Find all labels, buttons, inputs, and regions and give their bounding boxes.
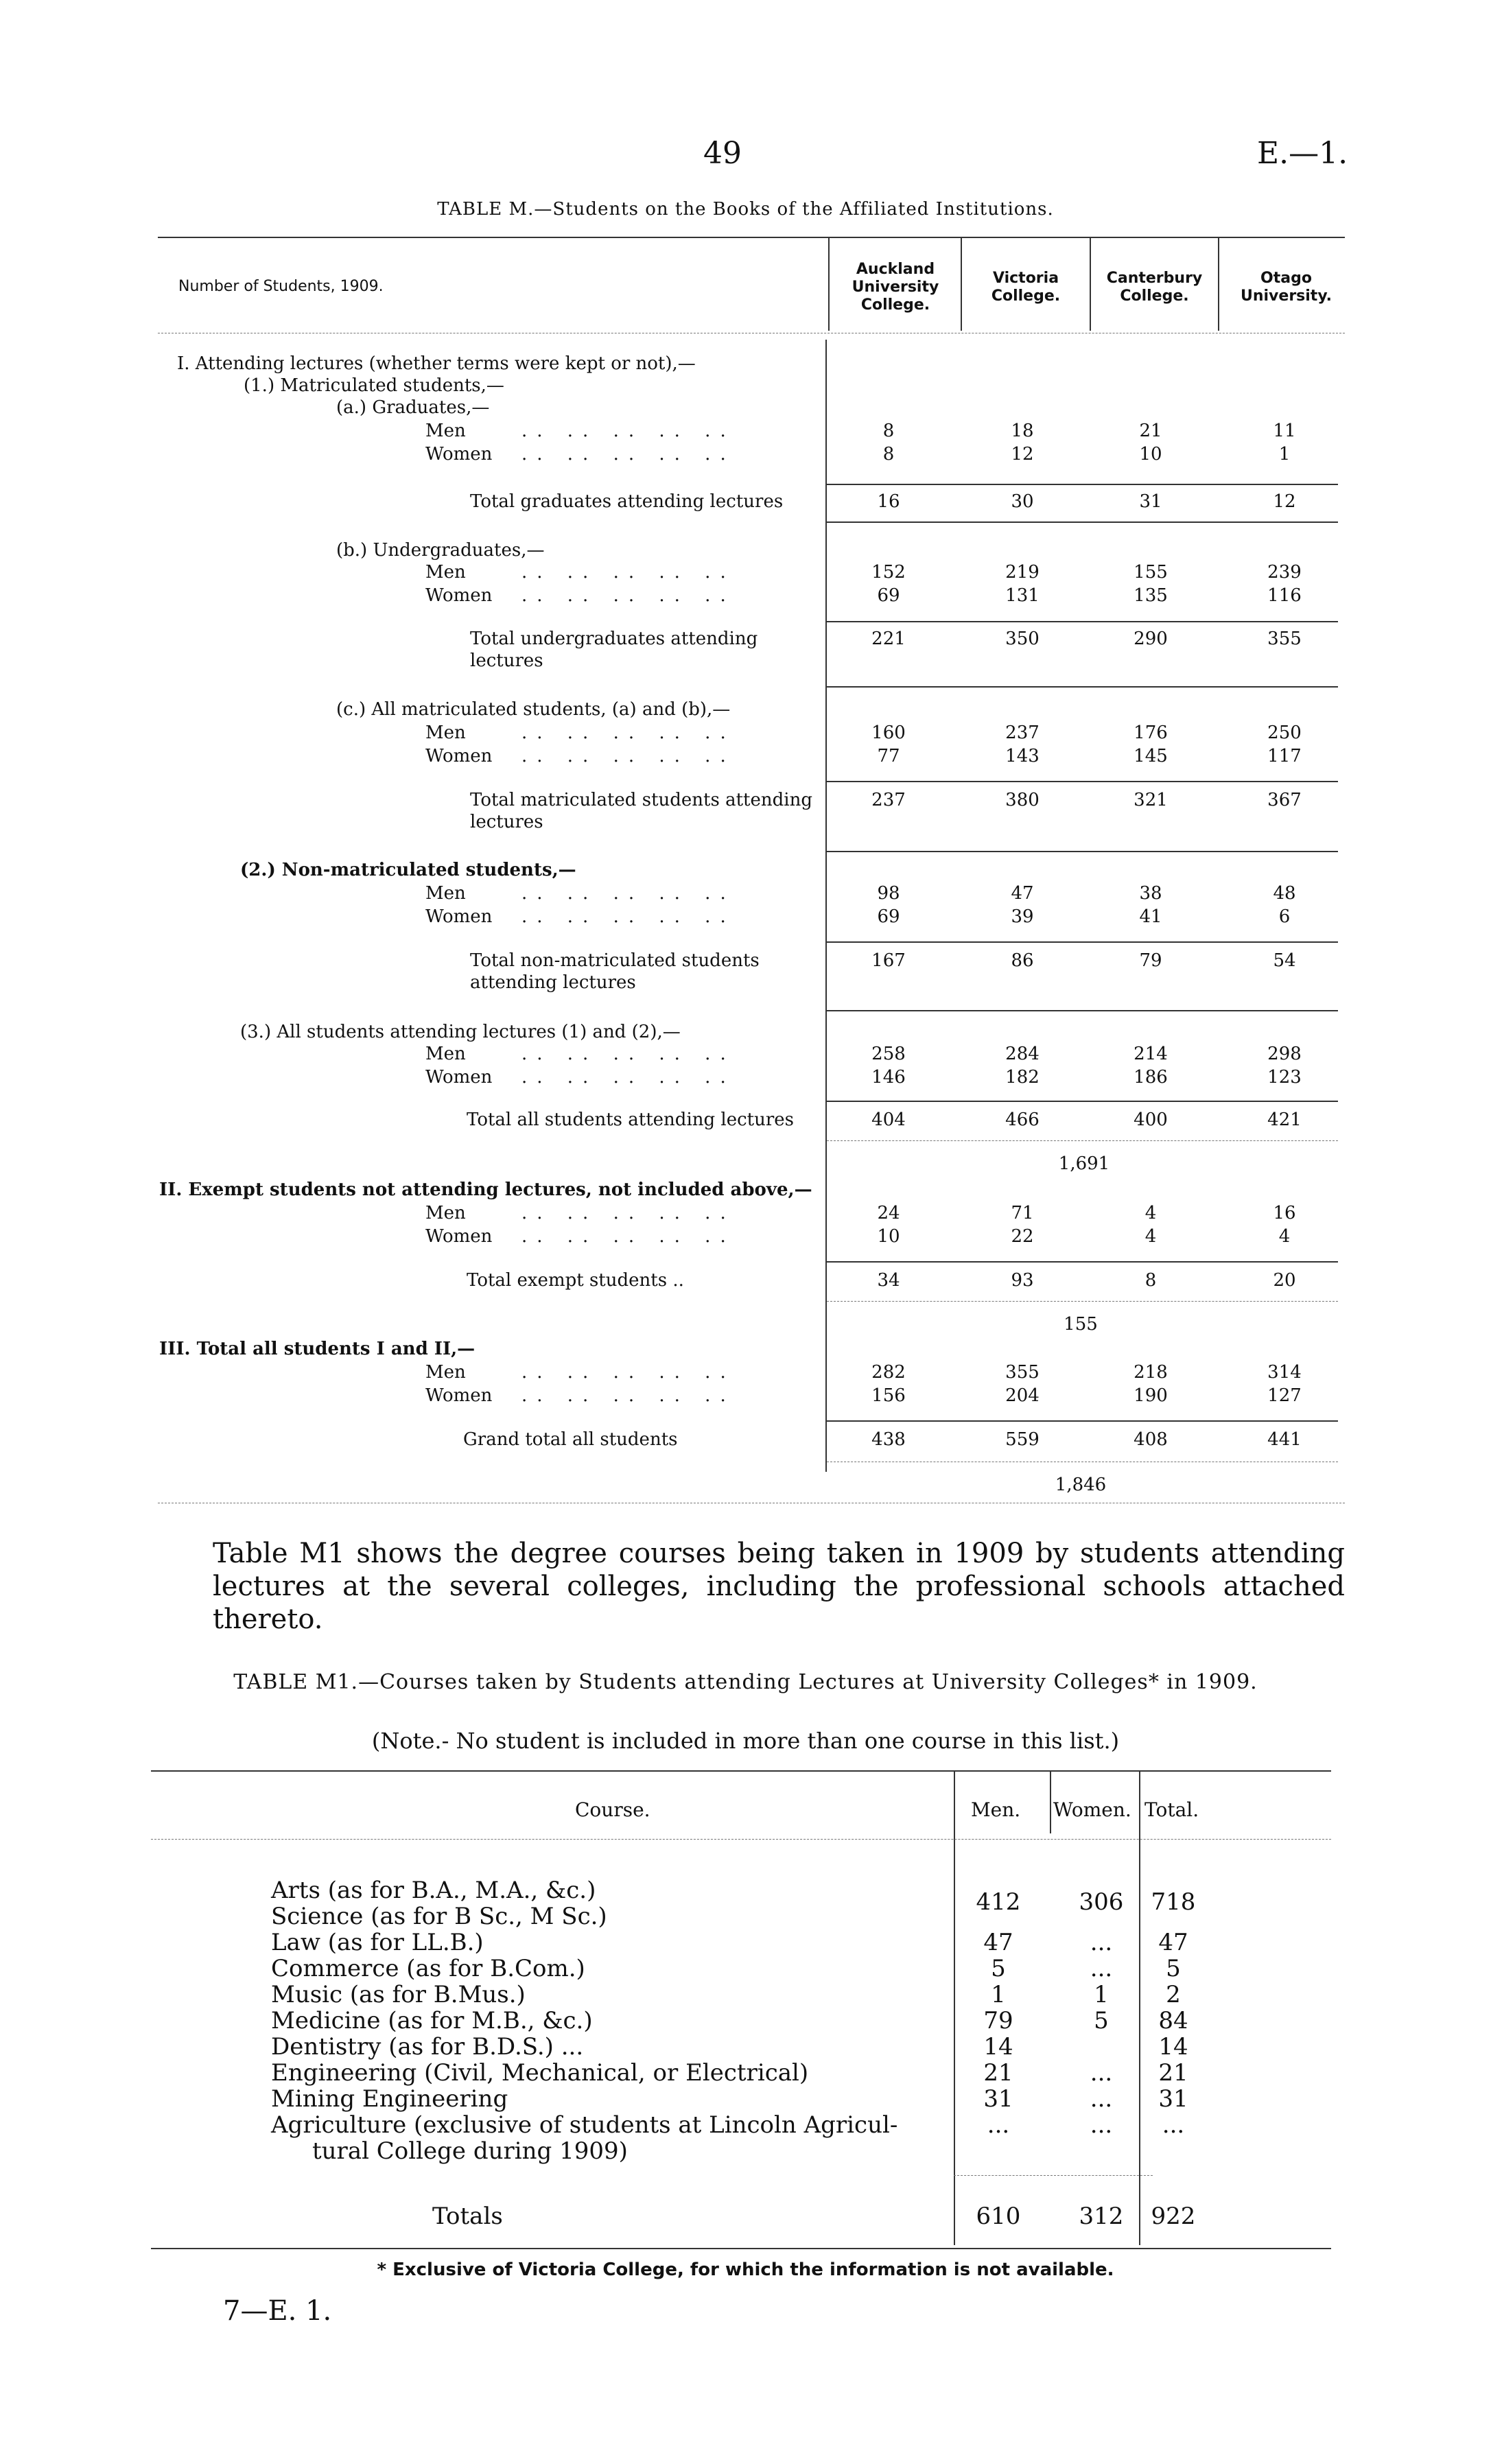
non-men-otago: 48	[1273, 883, 1296, 904]
ex-women-otago: 4	[1278, 1226, 1291, 1247]
tot-women-canterbury: 190	[1134, 1385, 1168, 1406]
number-of-students-label: Number of Students, 1909.	[178, 278, 384, 295]
total-header: Total.	[1144, 1798, 1199, 1821]
course-dentistry: Dentistry (as for B.D.S.) ...	[271, 2033, 584, 2061]
totals-label: Totals	[432, 2203, 503, 2230]
women-label: Women	[425, 1067, 493, 1088]
grad-men-canterbury: 21	[1139, 421, 1162, 441]
ug-men-otago: 239	[1267, 562, 1302, 583]
mining-total: 31	[1158, 2085, 1188, 2113]
men-label: Men	[425, 421, 466, 441]
all-men-canterbury: 214	[1134, 1044, 1168, 1064]
table-m1-top-rule	[151, 1770, 1331, 1772]
ex-men-victoria: 71	[1011, 1203, 1034, 1223]
mat-total-canterbury: 321	[1134, 790, 1168, 810]
ug-women-otago: 116	[1267, 585, 1302, 606]
ug-men-victoria: 219	[1005, 562, 1040, 583]
ex-women-canterbury: 4	[1144, 1226, 1157, 1247]
course-agriculture-cont: tural College during 1909)	[312, 2137, 628, 2165]
men-label: Men	[425, 1362, 466, 1383]
women-label: Women	[425, 906, 493, 927]
table-m1-bottom-rule	[151, 2248, 1331, 2249]
ex-men-canterbury: 4	[1144, 1203, 1157, 1223]
totals-women: 312	[1079, 2203, 1124, 2230]
non-total-otago: 54	[1273, 950, 1296, 971]
course-arts: Arts (as for B.A., M.A., &c.)	[271, 1877, 596, 1904]
section-iii-label: III. Total all students I and II,—	[159, 1339, 476, 1359]
all-attending-label: (3.) All students attending lectures (1) and (2),—	[240, 1022, 681, 1042]
all-total-canterbury: 400	[1134, 1110, 1168, 1130]
mining-men: 31	[983, 2085, 1013, 2113]
matriculated-label: (1.) Matriculated students,—	[244, 375, 504, 396]
ug-women-victoria: 131	[1005, 585, 1040, 606]
arts-sci-total: 718	[1151, 1888, 1196, 1916]
all-total-label: Total all students attending lectures	[467, 1110, 795, 1130]
tot-men-victoria: 355	[1005, 1362, 1040, 1383]
ex-total-canterbury: 8	[1144, 1270, 1157, 1291]
arts-sci-women: 306	[1079, 1888, 1124, 1916]
tot-total-auckland: 438	[871, 1429, 906, 1450]
footnote: * Exclusive of Victoria College, for which the information is not available.	[377, 2260, 1114, 2280]
table-m1-note: (Note.- No student is included in more than one course in this list.)	[371, 1728, 1120, 1754]
col-divider	[1090, 238, 1091, 331]
course-header: Course.	[575, 1798, 650, 1821]
tot-total-canterbury: 408	[1134, 1429, 1168, 1450]
course-science: Science (as for B Sc., M Sc.)	[271, 1903, 607, 1930]
section-ii-label: II. Exempt students not attending lectures, not included above,—	[159, 1180, 812, 1200]
col-victoria: Victoria College.	[991, 270, 1061, 305]
men-label: Men	[425, 1044, 466, 1064]
all-women-victoria: 182	[1005, 1067, 1040, 1088]
dentistry-men: 14	[983, 2033, 1013, 2061]
col-divider	[1218, 238, 1219, 331]
ug-women-canterbury: 135	[1134, 585, 1168, 606]
non-total-auckland: 167	[871, 950, 906, 971]
tot-men-otago: 314	[1267, 1362, 1302, 1383]
course-medicine: Medicine (as for M.B., &c.)	[271, 2007, 593, 2034]
tot-women-auckland: 156	[871, 1385, 906, 1406]
grad-total-label: Total graduates attending lectures	[470, 491, 784, 512]
grad-women-auckland: 8	[882, 444, 895, 465]
mat-men-auckland: 160	[871, 723, 906, 743]
non-matriculated-label: (2.) Non-matriculated students,—	[240, 860, 576, 880]
tot-grand-total: 1,846	[1055, 1475, 1107, 1495]
mat-women-auckland: 77	[877, 746, 900, 766]
table-m-top-rule	[158, 237, 1345, 238]
law-total: 47	[1158, 1929, 1188, 1956]
tot-total-label: Grand total all students	[463, 1429, 678, 1450]
mat-women-victoria: 143	[1005, 746, 1040, 766]
men-label: Men	[425, 883, 466, 904]
commerce-total: 5	[1166, 1955, 1181, 1982]
women-label: Women	[425, 585, 493, 606]
tot-women-victoria: 204	[1005, 1385, 1040, 1406]
ex-women-auckland: 10	[877, 1226, 900, 1247]
grad-total-auckland: 16	[877, 491, 900, 512]
grad-total-otago: 12	[1273, 491, 1296, 512]
mat-men-victoria: 237	[1005, 723, 1040, 743]
ex-total-victoria: 93	[1011, 1270, 1034, 1291]
grad-women-victoria: 12	[1011, 444, 1034, 465]
intro-paragraph: Table M1 shows the degree courses being taken in 1909 by students attending lectures at the several colleges, including the professional schools attached thereto.	[213, 1538, 1345, 1635]
table-m1-title: TABLE M1.—Courses taken by Students attending Lectures at University Colleges* in 1909.	[233, 1670, 1258, 1694]
page-signature: 7—E. 1.	[223, 2295, 332, 2327]
tot-total-otago: 441	[1267, 1429, 1302, 1450]
course-agriculture: Agriculture (exclusive of students at Lincoln Agricul-	[271, 2111, 898, 2139]
mining-women: ...	[1090, 2085, 1113, 2113]
all-women-otago: 123	[1267, 1067, 1302, 1088]
ex-women-victoria: 22	[1011, 1226, 1034, 1247]
course-law: Law (as for LL.B.)	[271, 1929, 484, 1956]
ex-men-auckland: 24	[877, 1203, 900, 1223]
all-women-auckland: 146	[871, 1067, 906, 1088]
non-women-otago: 6	[1278, 906, 1291, 927]
mat-total-otago: 367	[1267, 790, 1302, 810]
graduates-label: (a.) Graduates,—	[336, 397, 490, 418]
music-men: 1	[991, 1981, 1006, 2008]
men-label: Men	[425, 723, 466, 743]
law-men: 47	[983, 1929, 1013, 1956]
table-m-body-divider	[825, 340, 827, 1472]
mat-total-auckland: 237	[871, 790, 906, 810]
mat-women-canterbury: 145	[1134, 746, 1168, 766]
ex-total-label: Total exempt students ..	[467, 1270, 684, 1291]
ug-men-auckland: 152	[871, 562, 906, 583]
all-total-auckland: 404	[871, 1110, 906, 1130]
col-otago: Otago University.	[1240, 270, 1332, 305]
page-number: 49	[703, 136, 742, 171]
course-engineering: Engineering (Civil, Mechanical, or Electrical)	[271, 2059, 809, 2087]
grad-women-otago: 1	[1278, 444, 1291, 465]
ex-total-otago: 20	[1273, 1270, 1296, 1291]
grad-total-canterbury: 31	[1139, 491, 1162, 512]
engineering-total: 21	[1158, 2059, 1188, 2087]
course-music: Music (as for B.Mus.)	[271, 1981, 526, 2008]
agriculture-women: ...	[1090, 2111, 1113, 2139]
col-divider	[961, 238, 962, 331]
tot-men-canterbury: 218	[1134, 1362, 1168, 1383]
non-women-canterbury: 41	[1139, 906, 1162, 927]
grad-total-victoria: 30	[1011, 491, 1034, 512]
non-total-canterbury: 79	[1139, 950, 1162, 971]
non-men-victoria: 47	[1011, 883, 1034, 904]
course-mining: Mining Engineering	[271, 2085, 508, 2113]
medicine-total: 84	[1158, 2007, 1188, 2034]
engineering-women: ...	[1090, 2059, 1113, 2087]
ug-total-label: Total undergraduates attending lectures	[470, 629, 758, 671]
document-reference: E.—1.	[1257, 136, 1348, 171]
table-m-title: TABLE M.—Students on the Books of the Affiliated Institutions.	[437, 199, 1054, 220]
ex-grand-total: 155	[1064, 1314, 1098, 1335]
mat-women-otago: 117	[1267, 746, 1302, 766]
tot-total-victoria: 559	[1005, 1429, 1040, 1450]
women-label: Women	[425, 444, 493, 465]
law-women: ...	[1090, 1929, 1113, 1956]
col-divider	[828, 238, 830, 331]
mat-men-canterbury: 176	[1134, 723, 1168, 743]
ex-men-otago: 16	[1273, 1203, 1296, 1223]
non-women-auckland: 69	[877, 906, 900, 927]
music-women: 1	[1094, 1981, 1109, 2008]
commerce-men: 5	[991, 1955, 1006, 1982]
engineering-men: 21	[983, 2059, 1013, 2087]
mat-total-victoria: 380	[1005, 790, 1040, 810]
women-header: Women.	[1053, 1798, 1131, 1821]
ug-total-victoria: 350	[1005, 629, 1040, 649]
arts-sci-men: 412	[976, 1888, 1021, 1916]
non-men-canterbury: 38	[1139, 883, 1162, 904]
men-header: Men.	[971, 1798, 1021, 1821]
mat-men-otago: 250	[1267, 723, 1302, 743]
music-total: 2	[1166, 1981, 1181, 2008]
all-matriculated-label: (c.) All matriculated students, (a) and (b),—	[336, 699, 731, 720]
commerce-women: ...	[1090, 1955, 1113, 1982]
agriculture-total: ...	[1162, 2111, 1185, 2139]
ex-total-auckland: 34	[877, 1270, 900, 1291]
ug-total-canterbury: 290	[1134, 629, 1168, 649]
totals-total: 922	[1151, 2203, 1196, 2230]
col-auckland: Auckland University College.	[852, 261, 939, 314]
tot-women-otago: 127	[1267, 1385, 1302, 1406]
totals-men: 610	[976, 2203, 1021, 2230]
ug-women-auckland: 69	[877, 585, 900, 606]
grad-men-victoria: 18	[1011, 421, 1034, 441]
all-men-otago: 298	[1267, 1044, 1302, 1064]
non-women-victoria: 39	[1011, 906, 1034, 927]
non-total-victoria: 86	[1011, 950, 1034, 971]
all-men-auckland: 258	[871, 1044, 906, 1064]
agriculture-men: ...	[987, 2111, 1010, 2139]
all-total-otago: 421	[1267, 1110, 1302, 1130]
all-men-victoria: 284	[1005, 1044, 1040, 1064]
ug-total-auckland: 221	[871, 629, 906, 649]
section-i-label: I. Attending lectures (whether terms were kept or not),—	[177, 353, 696, 374]
undergraduates-label: (b.) Undergraduates,—	[336, 540, 545, 561]
all-women-canterbury: 186	[1134, 1067, 1168, 1088]
non-total-label: Total non-matriculated students attending lectures	[470, 950, 760, 993]
women-label: Women	[425, 1385, 493, 1406]
tot-men-auckland: 282	[871, 1362, 906, 1383]
men-label: Men	[425, 1203, 466, 1223]
non-men-auckland: 98	[877, 883, 900, 904]
medicine-men: 79	[983, 2007, 1013, 2034]
women-label: Women	[425, 1226, 493, 1247]
mat-total-label: Total matriculated students attending lectures	[470, 790, 812, 832]
all-grand-total: 1,691	[1058, 1153, 1110, 1174]
medicine-women: 5	[1094, 2007, 1109, 2034]
men-label: Men	[425, 562, 466, 583]
course-commerce: Commerce (as for B.Com.)	[271, 1955, 585, 1982]
ug-total-otago: 355	[1267, 629, 1302, 649]
women-label: Women	[425, 746, 493, 766]
grad-men-auckland: 8	[882, 421, 895, 441]
col-canterbury: Canterbury College.	[1106, 270, 1203, 305]
grad-men-otago: 11	[1273, 421, 1296, 441]
grad-women-canterbury: 10	[1139, 444, 1162, 465]
dentistry-total: 14	[1158, 2033, 1188, 2061]
ug-men-canterbury: 155	[1134, 562, 1168, 583]
all-total-victoria: 466	[1005, 1110, 1040, 1130]
